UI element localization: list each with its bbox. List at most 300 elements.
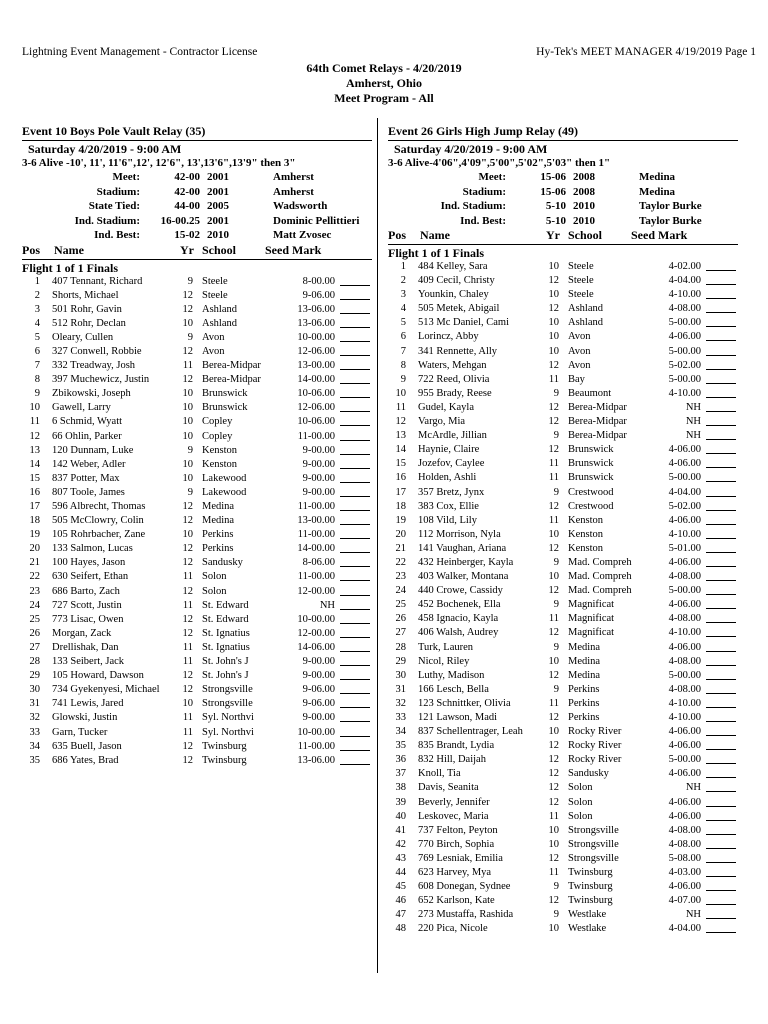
entry-position: 6 bbox=[34, 345, 40, 357]
record-label: Meet: bbox=[478, 171, 506, 183]
entry-seed-mark: 4-08.00 bbox=[668, 613, 701, 625]
result-blank-line bbox=[706, 373, 736, 384]
entry-school: Brunswick bbox=[568, 444, 614, 456]
entry-year: 11 bbox=[548, 867, 559, 879]
entry-name: 142 Weber, Adler bbox=[52, 458, 126, 470]
entry-name: 383 Cox, Ellie bbox=[418, 500, 479, 512]
result-blank-line bbox=[340, 387, 370, 398]
result-blank-line bbox=[340, 641, 370, 652]
record-label: Meet: bbox=[112, 171, 140, 183]
entry-name: 635 Buell, Jason bbox=[52, 740, 122, 752]
entry-school: St. Ignatius bbox=[202, 627, 250, 639]
result-blank-line bbox=[706, 387, 736, 398]
entry-name: 722 Reed, Olivia bbox=[418, 373, 490, 385]
entry-row bbox=[22, 683, 372, 697]
entry-school: Perkins bbox=[202, 529, 234, 541]
entry-year: 12 bbox=[182, 515, 193, 527]
entry-school: Strongsville bbox=[568, 824, 619, 836]
entry-year: 12 bbox=[548, 401, 559, 413]
record-mark: 5-10 bbox=[545, 200, 566, 212]
entry-position: 29 bbox=[29, 670, 40, 682]
result-blank-line bbox=[340, 726, 370, 737]
entry-year: 10 bbox=[548, 726, 559, 738]
entry-school: Brunswick bbox=[568, 458, 614, 470]
entry-position: 47 bbox=[395, 909, 406, 921]
result-blank-line bbox=[340, 444, 370, 455]
entry-position: 46 bbox=[395, 895, 406, 907]
event-title: Event 26 Girls High Jump Relay (49) bbox=[388, 124, 579, 138]
entry-position: 35 bbox=[395, 740, 406, 752]
entry-position: 15 bbox=[395, 458, 406, 470]
record-row bbox=[388, 185, 738, 200]
result-blank-line bbox=[340, 754, 370, 765]
entry-year: 11 bbox=[182, 360, 193, 372]
entry-school: Berea-Midpar bbox=[568, 401, 627, 413]
entry-school: Twinsburg bbox=[568, 895, 613, 907]
entry-name: Shorts, Michael bbox=[52, 289, 119, 301]
entry-school: Rocky River bbox=[568, 754, 622, 766]
entry-year: 10 bbox=[182, 388, 193, 400]
record-year: 2010 bbox=[207, 229, 229, 241]
entry-name: Glowski, Justin bbox=[52, 712, 118, 724]
record-year: 2008 bbox=[573, 185, 595, 198]
record-holder: Medina bbox=[639, 171, 676, 183]
entry-row bbox=[388, 542, 738, 556]
record-label: Stadium: bbox=[462, 185, 506, 198]
entry-seed-mark: 10-06.00 bbox=[297, 416, 335, 428]
entry-seed-mark: 12-06.00 bbox=[297, 345, 335, 357]
entry-seed-mark: 4-06.00 bbox=[668, 810, 701, 822]
result-blank-line bbox=[706, 542, 736, 553]
entry-seed-mark: 4-10.00 bbox=[668, 697, 701, 709]
entry-row bbox=[22, 317, 372, 331]
entry-seed-mark: 4-08.00 bbox=[668, 824, 701, 836]
entry-row bbox=[388, 796, 738, 810]
entry-school: Medina bbox=[568, 655, 601, 667]
record-year: 2001 bbox=[207, 214, 229, 227]
entry-name: 100 Hayes, Jason bbox=[52, 557, 126, 569]
entry-name: 403 Walker, Montana bbox=[418, 571, 509, 583]
entry-school: Solon bbox=[568, 782, 593, 794]
entry-seed-mark: 13-06.00 bbox=[297, 754, 335, 766]
entry-position: 32 bbox=[395, 697, 406, 709]
entry-row bbox=[388, 528, 738, 542]
entry-school: Twinsburg bbox=[568, 881, 613, 893]
record-mark: 5-10 bbox=[545, 214, 566, 227]
entry-position: 4 bbox=[400, 303, 406, 315]
record-mark: 15-06 bbox=[540, 171, 566, 183]
entry-year: 12 bbox=[548, 768, 559, 780]
entry-row bbox=[388, 514, 738, 528]
entry-year: 9 bbox=[187, 331, 193, 343]
entry-row bbox=[388, 697, 738, 711]
record-mark: 42-00 bbox=[174, 171, 200, 183]
entry-school: Medina bbox=[568, 669, 601, 681]
entry-name: 832 Hill, Daijah bbox=[418, 754, 486, 766]
entry-year: 12 bbox=[182, 289, 193, 301]
record-row bbox=[22, 199, 372, 214]
entry-row bbox=[388, 880, 738, 894]
col-name-header: Name bbox=[420, 228, 450, 242]
result-blank-line bbox=[706, 401, 736, 412]
record-holder: Medina bbox=[639, 185, 676, 198]
entry-name: 837 Potter, Max bbox=[52, 472, 120, 484]
entry-position: 1 bbox=[34, 275, 40, 287]
result-blank-line bbox=[340, 514, 370, 525]
entry-name: Oleary, Cullen bbox=[52, 331, 114, 343]
entry-position: 25 bbox=[395, 599, 406, 611]
entry-year: 10 bbox=[548, 571, 559, 583]
entry-position: 15 bbox=[29, 472, 40, 484]
entry-school: Twinsburg bbox=[202, 754, 247, 766]
entry-row bbox=[388, 302, 738, 316]
entry-seed-mark: NH bbox=[685, 782, 701, 794]
entry-name: 66 Ohlin, Parker bbox=[52, 430, 122, 442]
entry-name: 440 Crowe, Cassidy bbox=[418, 585, 503, 597]
entry-row bbox=[388, 908, 738, 922]
result-blank-line bbox=[340, 528, 370, 539]
entry-name: Jozefov, Caylee bbox=[418, 458, 485, 470]
entry-row bbox=[388, 683, 738, 697]
entry-year: 12 bbox=[548, 852, 559, 864]
entry-school: Sandusky bbox=[568, 768, 609, 780]
meet-location: Amherst, Ohio bbox=[346, 76, 422, 90]
entry-year: 12 bbox=[182, 557, 193, 569]
entry-seed-mark: 5-02.00 bbox=[668, 500, 701, 512]
column-header-row bbox=[22, 243, 372, 258]
entry-name: 734 Gyekenyesi, Michael bbox=[52, 684, 160, 696]
entry-school: Steele bbox=[568, 289, 594, 301]
entry-position: 17 bbox=[29, 501, 40, 512]
result-blank-line bbox=[706, 302, 736, 313]
entry-name: 955 Brady, Reese bbox=[418, 387, 492, 399]
entry-position: 12 bbox=[395, 416, 406, 428]
result-blank-line bbox=[706, 260, 736, 271]
entry-year: 10 bbox=[548, 331, 559, 343]
entry-year: 11 bbox=[548, 373, 559, 385]
entry-name: 835 Brandt, Lydia bbox=[418, 740, 495, 752]
entry-school: Steele bbox=[202, 275, 228, 287]
entry-position: 19 bbox=[29, 529, 40, 541]
entry-position: 31 bbox=[29, 698, 40, 710]
entry-name: 6 Schmid, Wyatt bbox=[52, 416, 123, 428]
entry-position: 36 bbox=[395, 754, 406, 766]
result-blank-line bbox=[340, 317, 370, 328]
entry-year: 10 bbox=[548, 528, 559, 540]
entry-seed-mark: 4-06.00 bbox=[668, 514, 701, 526]
entry-position: 43 bbox=[395, 852, 406, 864]
entry-position: 26 bbox=[29, 627, 40, 639]
entry-name: 108 Vild, Lily bbox=[418, 514, 477, 526]
result-blank-line bbox=[706, 655, 736, 666]
entry-name: 432 Heinberger, Kayla bbox=[418, 556, 514, 568]
entry-year: 11 bbox=[548, 458, 559, 470]
entry-row bbox=[22, 359, 372, 373]
entry-name: 407 Tennant, Richard bbox=[52, 275, 143, 287]
result-blank-line bbox=[706, 641, 736, 652]
entry-seed-mark: NH bbox=[685, 909, 701, 921]
entry-seed-mark: 14-06.00 bbox=[297, 641, 335, 653]
entry-name: 452 Bochenek, Ella bbox=[418, 599, 501, 611]
entry-seed-mark: 12-00.00 bbox=[297, 585, 335, 597]
entry-name: Waters, Mehgan bbox=[418, 359, 487, 371]
entry-year: 12 bbox=[548, 712, 559, 723]
entry-row bbox=[22, 754, 372, 768]
entry-year: 12 bbox=[182, 303, 193, 315]
entry-row bbox=[388, 598, 738, 612]
record-row bbox=[388, 214, 738, 229]
entry-position: 13 bbox=[29, 444, 40, 456]
entry-seed-mark: 9-00.00 bbox=[302, 712, 335, 724]
entry-school: Kenston bbox=[568, 542, 603, 554]
entry-school: Magnificat bbox=[568, 627, 615, 639]
entry-seed-mark: 4-02.00 bbox=[668, 261, 701, 272]
entry-seed-mark: 4-08.00 bbox=[668, 655, 701, 667]
entry-name: McArdle, Jillian bbox=[418, 430, 487, 442]
entry-position: 8 bbox=[400, 359, 406, 371]
record-year: 2008 bbox=[573, 171, 595, 183]
entry-row bbox=[22, 726, 372, 740]
result-blank-line bbox=[706, 274, 736, 285]
entry-school: Berea-Midpar bbox=[202, 374, 261, 386]
entry-seed-mark: 4-03.00 bbox=[668, 867, 701, 879]
entry-seed-mark: 4-10.00 bbox=[668, 528, 701, 540]
entry-row bbox=[22, 528, 372, 542]
entry-position: 38 bbox=[395, 782, 406, 794]
entry-year: 12 bbox=[182, 543, 193, 555]
col-yr-header: Yr bbox=[180, 242, 194, 257]
result-blank-line bbox=[340, 542, 370, 553]
result-blank-line bbox=[706, 725, 736, 736]
result-blank-line bbox=[706, 528, 736, 539]
software-page-info: Hy-Tek's MEET MANAGER 4/19/2019 Page 1 bbox=[536, 46, 756, 58]
entry-position: 12 bbox=[29, 430, 40, 442]
entry-school: Beaumont bbox=[568, 387, 612, 399]
result-blank-line bbox=[706, 570, 736, 581]
result-blank-line bbox=[340, 303, 370, 314]
entry-position: 19 bbox=[395, 514, 406, 526]
entry-row bbox=[22, 458, 372, 472]
entry-seed-mark: 11-00.00 bbox=[297, 571, 335, 583]
entry-year: 12 bbox=[182, 374, 193, 386]
entry-school: Brunswick bbox=[202, 388, 248, 400]
entry-name: 608 Donegan, Sydnee bbox=[418, 881, 511, 893]
entry-position: 14 bbox=[29, 458, 40, 470]
entry-year: 9 bbox=[553, 430, 559, 442]
entry-seed-mark: 4-10.00 bbox=[668, 289, 701, 301]
entry-year: 11 bbox=[548, 514, 559, 526]
entry-row bbox=[22, 345, 372, 359]
event-date: Saturday 4/20/2019 - 9:00 AM bbox=[394, 142, 548, 156]
entry-row bbox=[22, 275, 372, 289]
entry-position: 42 bbox=[395, 838, 406, 850]
flight-label: Flight 1 of 1 Finals bbox=[22, 260, 119, 275]
entry-name: 727 Scott, Justin bbox=[52, 599, 122, 611]
entry-name: Beverly, Jennifer bbox=[418, 796, 490, 808]
entry-year: 10 bbox=[182, 416, 193, 428]
entry-seed-mark: 8-00.00 bbox=[302, 275, 335, 287]
result-blank-line bbox=[706, 316, 736, 327]
entry-position: 23 bbox=[29, 585, 40, 597]
record-year: 2001 bbox=[207, 185, 229, 198]
result-blank-line bbox=[706, 500, 736, 511]
event-title-rule bbox=[388, 140, 738, 141]
entry-school: St. Edward bbox=[202, 599, 249, 611]
entry-row bbox=[388, 852, 738, 866]
entry-name: 505 Metek, Abigail bbox=[418, 303, 500, 315]
entry-seed-mark: 5-00.00 bbox=[668, 373, 701, 385]
entry-row bbox=[22, 401, 372, 415]
entry-year: 10 bbox=[548, 824, 559, 836]
result-blank-line bbox=[340, 373, 370, 384]
result-blank-line bbox=[706, 781, 736, 792]
entry-year: 11 bbox=[548, 472, 559, 484]
entry-school: Solon bbox=[568, 810, 593, 822]
entry-school: Strongsville bbox=[568, 852, 619, 864]
result-blank-line bbox=[706, 359, 736, 370]
entry-year: 10 bbox=[182, 317, 193, 329]
result-blank-line bbox=[706, 922, 736, 933]
entry-row bbox=[22, 669, 372, 683]
entry-position: 18 bbox=[29, 515, 40, 527]
entry-year: 12 bbox=[548, 796, 559, 808]
entry-row bbox=[388, 429, 738, 443]
entry-year: 12 bbox=[182, 345, 193, 357]
entry-row bbox=[22, 711, 372, 725]
entry-name: 686 Barto, Zach bbox=[52, 585, 120, 597]
record-mark: 15-02 bbox=[174, 229, 200, 241]
entry-seed-mark: 4-10.00 bbox=[668, 712, 701, 723]
entry-name: Haynie, Claire bbox=[418, 444, 480, 456]
entry-year: 12 bbox=[548, 542, 559, 554]
entry-seed-mark: 4-06.00 bbox=[668, 726, 701, 738]
entry-position: 6 bbox=[400, 331, 406, 343]
entry-year: 9 bbox=[553, 881, 559, 893]
entry-position: 2 bbox=[34, 289, 40, 301]
record-row bbox=[388, 170, 738, 185]
entry-position: 28 bbox=[395, 641, 406, 653]
entry-school: Avon bbox=[202, 331, 225, 343]
result-blank-line bbox=[340, 430, 370, 441]
column-divider bbox=[377, 118, 378, 973]
result-blank-line bbox=[340, 655, 370, 666]
entry-row bbox=[388, 922, 738, 936]
entry-row bbox=[388, 612, 738, 626]
entry-position: 13 bbox=[395, 430, 406, 442]
entry-position: 24 bbox=[395, 585, 406, 597]
entry-row bbox=[22, 430, 372, 444]
entry-seed-mark: 5-00.00 bbox=[668, 585, 701, 597]
entry-school: Strongsville bbox=[202, 698, 253, 710]
result-blank-line bbox=[706, 584, 736, 595]
entry-year: 9 bbox=[553, 599, 559, 611]
entry-position: 22 bbox=[395, 556, 406, 568]
entry-seed-mark: 14-00.00 bbox=[297, 374, 335, 386]
entry-name: Younkin, Chaley bbox=[418, 289, 489, 301]
result-blank-line bbox=[706, 598, 736, 609]
entry-name: 123 Schnittker, Olivia bbox=[418, 697, 511, 709]
result-blank-line bbox=[340, 570, 370, 581]
entry-name: 737 Felton, Peyton bbox=[418, 824, 498, 836]
entry-year: 12 bbox=[182, 740, 193, 752]
record-label: Ind. Stadium: bbox=[440, 200, 506, 212]
entry-name: Luthy, Madison bbox=[418, 669, 485, 681]
entry-name: Lorincz, Abby bbox=[418, 331, 479, 343]
entry-school: Ashland bbox=[568, 317, 603, 329]
entry-school: Syl. Northvi bbox=[202, 712, 254, 724]
entry-name: 596 Albrecht, Thomas bbox=[52, 501, 146, 512]
entry-school: Solon bbox=[202, 571, 227, 583]
entry-year: 12 bbox=[182, 585, 193, 597]
entry-seed-mark: 9-06.00 bbox=[302, 698, 335, 710]
entry-seed-mark: 10-00.00 bbox=[297, 331, 335, 343]
entry-row bbox=[388, 443, 738, 457]
result-blank-line bbox=[706, 443, 736, 454]
entry-school: Ashland bbox=[202, 317, 237, 329]
entry-name: 133 Seibert, Jack bbox=[52, 656, 125, 668]
entry-position: 45 bbox=[395, 881, 406, 893]
entry-position: 10 bbox=[395, 387, 406, 399]
entry-row bbox=[388, 641, 738, 655]
entry-year: 9 bbox=[553, 486, 559, 498]
entry-row bbox=[22, 740, 372, 754]
entry-seed-mark: 4-06.00 bbox=[668, 331, 701, 343]
entry-name: 409 Cecil, Christy bbox=[418, 275, 495, 287]
record-mark: 42-00 bbox=[174, 185, 200, 198]
result-blank-line bbox=[340, 486, 370, 497]
entry-position: 44 bbox=[395, 867, 406, 879]
entry-year: 12 bbox=[548, 740, 559, 752]
col-yr-header: Yr bbox=[546, 228, 560, 242]
entry-row bbox=[388, 330, 738, 344]
entry-seed-mark: 13-00.00 bbox=[297, 515, 335, 527]
col-pos-header: Pos bbox=[388, 228, 406, 242]
result-blank-line bbox=[340, 740, 370, 751]
entry-position: 23 bbox=[395, 571, 406, 583]
entry-position: 20 bbox=[29, 543, 40, 555]
header-rule bbox=[388, 244, 738, 245]
entry-row bbox=[388, 274, 738, 288]
entry-school: Crestwood bbox=[568, 486, 614, 498]
entry-seed-mark: 4-07.00 bbox=[668, 895, 701, 907]
entry-row bbox=[22, 331, 372, 345]
entry-row bbox=[388, 260, 738, 274]
event-column-left bbox=[22, 124, 372, 768]
entry-row bbox=[22, 627, 372, 641]
entry-name: 773 Lisac, Owen bbox=[52, 613, 124, 625]
entry-seed-mark: 11-00.00 bbox=[297, 501, 335, 512]
entry-school: Medina bbox=[568, 641, 601, 653]
result-blank-line bbox=[340, 697, 370, 708]
entry-name: 133 Salmon, Lucas bbox=[52, 543, 133, 555]
record-label: Ind. Best: bbox=[94, 229, 140, 241]
entry-school: Avon bbox=[568, 331, 591, 343]
entry-row bbox=[388, 345, 738, 359]
entry-year: 12 bbox=[548, 500, 559, 512]
event-date: Saturday 4/20/2019 - 9:00 AM bbox=[28, 142, 182, 156]
entry-position: 5 bbox=[400, 317, 406, 329]
entry-row bbox=[22, 697, 372, 711]
entry-position: 21 bbox=[29, 557, 40, 569]
entry-name: Gudel, Kayla bbox=[418, 401, 474, 413]
record-label: Stadium: bbox=[96, 185, 140, 198]
result-blank-line bbox=[706, 894, 736, 905]
entry-year: 10 bbox=[548, 923, 559, 935]
entry-seed-mark: 9-00.00 bbox=[302, 472, 335, 484]
entry-row bbox=[388, 288, 738, 302]
col-name-header: Name bbox=[54, 242, 84, 257]
event-heights: 3-6 Alive -10', 11', 11'6",12', 12'6", 13',13'6",13'9" then 3" bbox=[22, 157, 296, 169]
